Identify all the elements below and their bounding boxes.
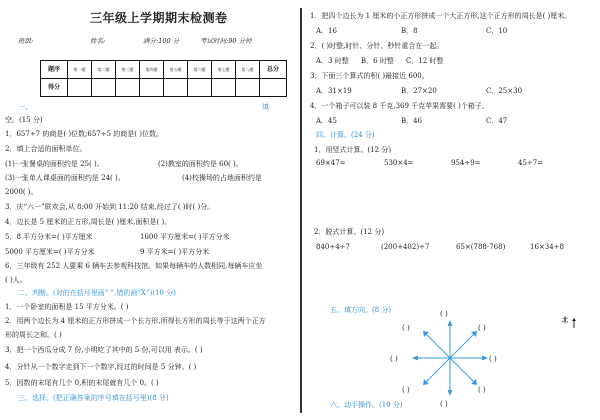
class-label: 班级:: [18, 37, 34, 45]
column-divider: [300, 8, 302, 413]
ray-southeast: [450, 358, 475, 383]
choice-2-option-a: A．3 时整: [316, 57, 349, 65]
judge-2a: 2．用两个边长为 4 厘米的正方形拼成一个长方形,所得长方形的周长等于这两个正方: [5, 317, 266, 325]
judge-5: 5．因数的末尾有几个 0,积的末尾就有几个 0。( ): [5, 379, 159, 387]
column-header: 第一题: [68, 61, 92, 79]
question-2b: (2)教室的面积约是 60( )。: [158, 160, 243, 168]
svg-text:( ): ( ): [402, 386, 410, 394]
column-header: 第七题: [212, 61, 236, 79]
column-header: 第六题: [188, 61, 212, 79]
score-cell: [68, 79, 92, 97]
svg-text:( ): ( ): [489, 355, 497, 363]
choice-3-option-c: C．25×30: [486, 87, 523, 95]
score-cell: [164, 79, 188, 97]
svg-text:( ): ( ): [440, 310, 448, 318]
score-cell: [236, 79, 260, 97]
stepwise-calc-title: 2．脱式计算。(12 分): [314, 228, 385, 236]
section-6-title: 六、动手操作。(10 分): [330, 401, 403, 409]
question-2a: (1)一张餐桌的面积约是 25( )。: [5, 160, 104, 168]
section-1-title: 一、: [18, 103, 32, 111]
question-6b: ( )人。: [5, 276, 27, 284]
svg-text:( ): ( ): [478, 386, 486, 394]
question-5b: 1600 平方厘米=( )平方分米: [140, 233, 230, 241]
svg-text:( ): ( ): [390, 355, 398, 363]
section-1-title-right: 填: [262, 103, 269, 111]
question-6a: 6．三年级有 252 人要乘 6 辆车去参观科技馆。如果每辆车的人数相同,每辆车应坐: [5, 262, 263, 270]
score-cell: [140, 79, 164, 97]
question-2c: (3)一张单人课桌面的面积约是 24( )。: [5, 174, 125, 182]
column-header: 第八题: [236, 61, 260, 79]
name-label: 姓名:: [90, 37, 106, 45]
choice-2: 2．( )时整,时针、分针、秒针重合在一起。: [310, 42, 444, 50]
score-table-score-row: [41, 79, 287, 97]
stepwise-calc-item: 65×(788-768): [456, 243, 506, 251]
section-5-title: 五、填方向。(8 分): [330, 306, 392, 314]
ray-northeast: [450, 333, 475, 358]
stepwise-calc-item: 16×34÷8: [530, 243, 564, 251]
section-4-title: 四、计算。(24 分): [316, 131, 375, 139]
score-cell: [188, 79, 212, 97]
score-cell: [212, 79, 236, 97]
vertical-calc-item: 69×47=: [316, 159, 346, 167]
judge-3: 3．把一个西瓜分成 7 份,小明吃了其中的 5 份,可以用 表示。( ): [5, 346, 203, 354]
judge-1: 1．一个卧室的面积是 15 平方分米。( ): [5, 303, 129, 311]
choice-4-option-c: C．47: [486, 117, 508, 125]
choice-1-option-c: C．10: [486, 27, 508, 35]
section-3-title: 三、选择。(把正确答案的序号填在括号里)(8 分): [18, 394, 169, 402]
choice-2-option-b: B．6 时整: [361, 57, 394, 65]
score-table: [40, 60, 287, 97]
direction-compass: [390, 308, 510, 408]
row-label-score: 得分: [41, 79, 68, 97]
stepwise-calc-item: 840÷4÷7: [316, 243, 350, 251]
page-title: 三年级上学期期末检测卷: [90, 11, 228, 25]
question-3: 3．庆“六一”联欢会,从 8:00 开始到 11:20 结束,经过了( )时( )分。: [5, 203, 215, 211]
choice-1: 1．把四个边长为 1 厘米的小正方形拼成一个大正方形,这个正方形的周长是( )厘米。: [310, 12, 572, 20]
question-5d: 9 平方米=( )平方分米: [140, 248, 210, 256]
score-cell: [92, 79, 116, 97]
score-cell: [260, 79, 287, 97]
vertical-calc-item: 954÷9=: [451, 159, 481, 167]
question-4: 4．边长是 5 厘米的正方形,周长是( )厘米,面积是( )。: [5, 218, 172, 226]
section-1-subtitle: 空。(15 分): [5, 116, 43, 124]
choice-4-option-b: B．46: [401, 117, 423, 125]
svg-text:( ): ( ): [478, 324, 486, 332]
svg-text:( ): ( ): [440, 400, 448, 408]
full-score-label: 满分:100 分: [143, 37, 180, 45]
column-header: 第四题: [140, 61, 164, 79]
ray-southwest: [425, 358, 450, 383]
choice-3-option-b: B．27×20: [401, 87, 437, 95]
question-1: 1．657÷7 的商是( )位数;657÷5 的商是( )位数。: [5, 130, 163, 138]
choice-3: 3．下面三个算式的积( )最接近 600。: [310, 72, 429, 80]
exam-time-label: 考试时间:90 分钟: [200, 37, 252, 45]
judge-4: 4．分针从一个数字走到下一个数字,经过的时间是 5 分钟。( ): [5, 363, 197, 371]
question-2e: 2000( )。: [5, 188, 38, 196]
column-header: 第五题: [164, 61, 188, 79]
svg-text:( ): ( ): [402, 324, 410, 332]
score-cell: [116, 79, 140, 97]
column-header: 第二题: [92, 61, 116, 79]
choice-4: 4．一个箱子可以装 8 千克,369 千克苹果需要( )个箱子。: [310, 102, 489, 110]
question-5c: 5000 平方厘米=( )平方分米: [5, 248, 95, 256]
total-header: 总分: [260, 61, 287, 79]
column-header: 第三题: [116, 61, 140, 79]
row-label-order: 题序: [41, 61, 68, 79]
judge-2b: 形的周长之和。( ): [5, 331, 62, 339]
choice-1-option-b: B．8: [401, 27, 418, 35]
north-label: 北: [562, 317, 569, 324]
question-2: 2．填上合适的面积单位。: [5, 145, 87, 153]
ray-northwest: [425, 333, 450, 358]
north-arrow-icon: [570, 318, 578, 328]
choice-4-option-a: A．45: [316, 117, 337, 125]
left-column: [0, 0, 298, 420]
compass-blank-parens: [390, 310, 497, 408]
vertical-calc-item: 45÷7=: [518, 159, 544, 167]
vertical-calc-item: 530×4=: [384, 159, 414, 167]
choice-1-option-a: A．16: [316, 27, 337, 35]
question-5a: 5．8 平方分米=( )平方厘米: [5, 233, 93, 241]
score-table-header-row: [41, 61, 287, 79]
vertical-calc-title: 1．用竖式计算。(12 分): [314, 146, 392, 154]
section-2-title: 二、判断。(对的在括号里画“ ”,错的画“X”)(10 分): [18, 289, 176, 297]
choice-2-option-c: C．12 时整: [406, 57, 444, 65]
stepwise-calc-item: (200+402)÷7: [381, 243, 430, 251]
question-2d: (4)校操场的占地面积约是: [182, 174, 262, 182]
choice-3-option-a: A．31×19: [316, 87, 352, 95]
